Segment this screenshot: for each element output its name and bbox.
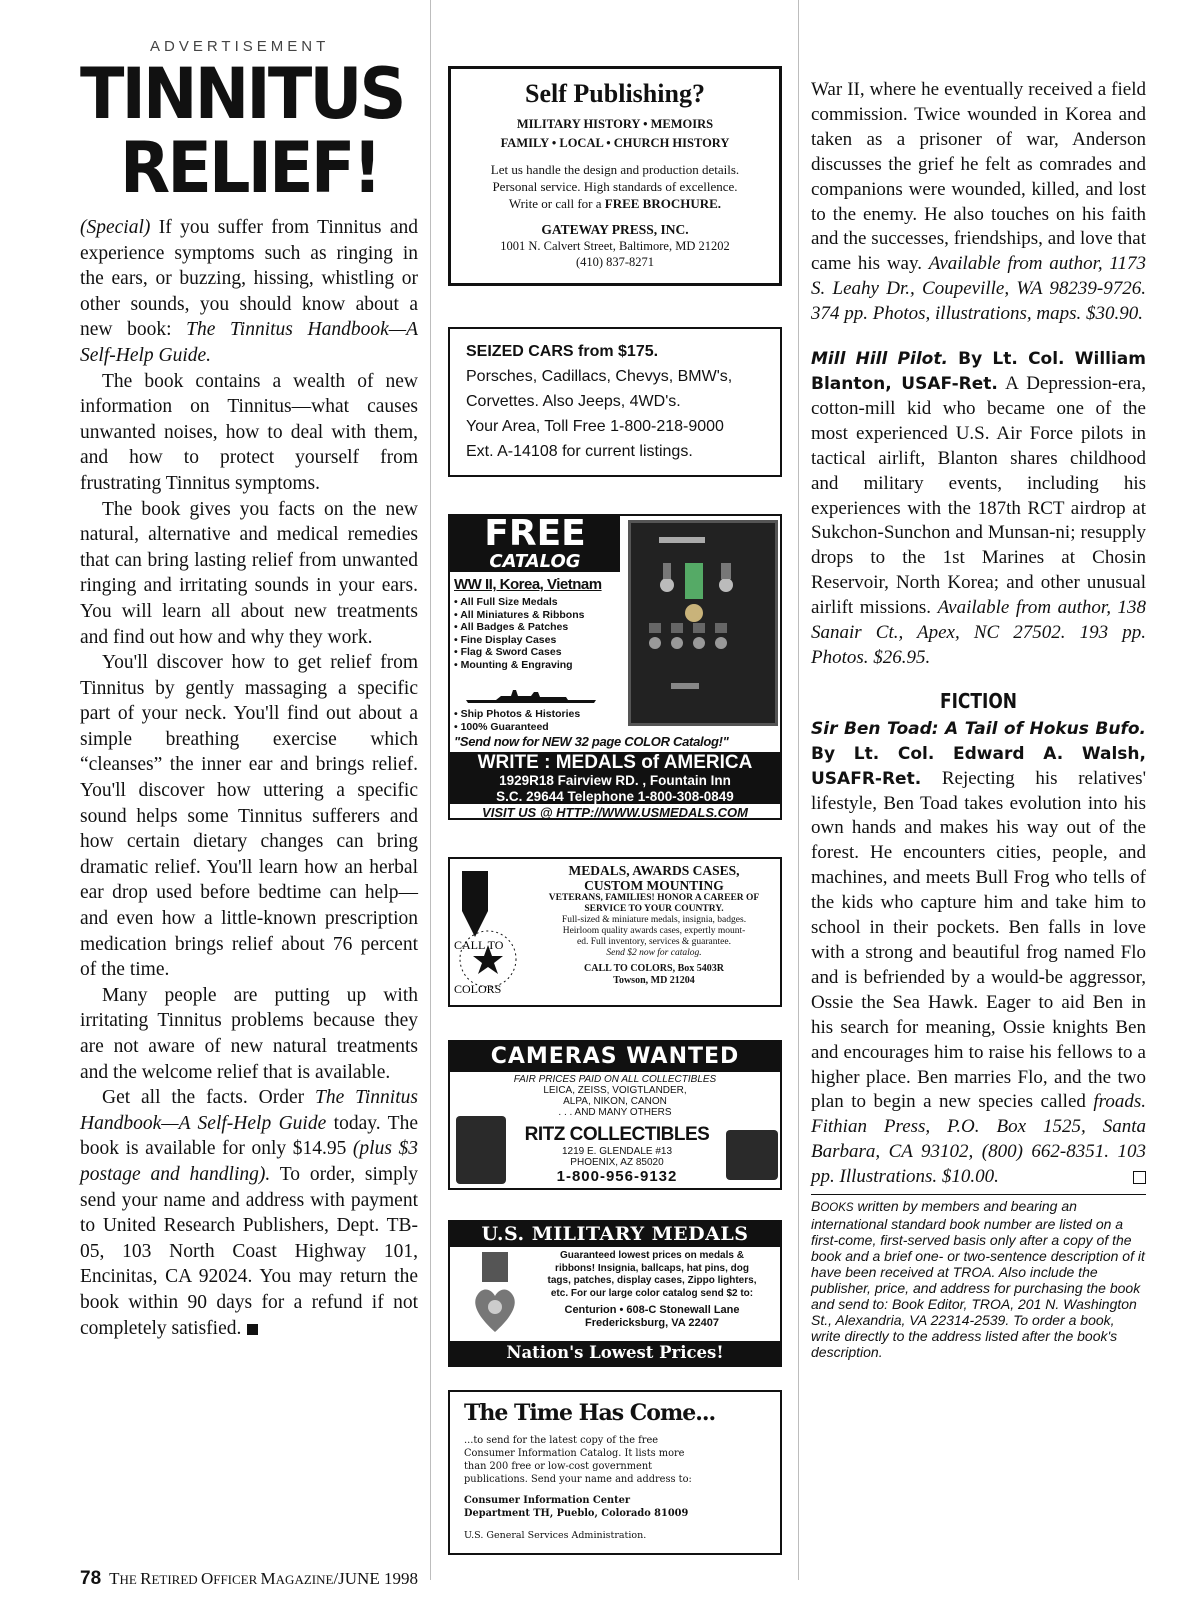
note-b: B [811,1198,821,1215]
medal-item: • All Badges & Patches [454,621,569,633]
cameras-lines [450,1074,780,1118]
medals-icon [631,523,775,723]
time-line-3: than 200 free or low-cost government [464,1461,653,1472]
ad-address [451,238,779,270]
desc-line-3 [451,195,779,212]
advertisement-label: ADVERTISEMENT [150,38,330,55]
issue-date: /JUNE 1998 [333,1569,418,1588]
froads-word: froads. [1093,1091,1146,1113]
p6-text-b: today. The book is available for only $14.95 [80,1112,418,1160]
cars-line-4: Your Area, Toll Free 1-800-218-9000 [466,418,724,435]
cars-line-5: Ext. A-14108 for current listings. [466,443,693,460]
article-paragraph-5: Many people are putting up with irritating Tinnitus problems because they are not aware of new natural treatments and the welcome relief that is available. [80,984,418,1083]
cameras-line-4: . . . AND MANY OTHERS [558,1107,672,1118]
column-rule-left [430,0,431,1580]
anderson-availability: Available from author, 1173 S. Leahy Dr., Coupeville, WA 98239-9726. 374 pp. Photos, illustrations, maps. $30.90. [811,253,1146,325]
colors-p3: ed. Full inventory, services & guarantee. [577,937,731,947]
address-line-1: 1001 N. Calvert Street, Baltimore, MD 21202 [500,239,730,253]
cars-headline: SEIZED CARS from $175. [466,343,659,360]
ad-categories [451,115,779,153]
free-text: FREE [484,514,586,554]
usmm-line-4: etc. For our large color catalog send $2 to: [550,1287,754,1299]
time-line-4: publications. Send your name and address to: [464,1474,692,1485]
ad-us-military-medals [448,1220,782,1367]
article-paragraph-4: You'll discover how to get relief from Tinnitus by gently massaging a specific part of your neck. You'll find out about a simple breathing exercise which “cleanses” the inner ear and brings relief. You'll discover how uttering a specific sound helps some Tinnitus sufferers and how certain dietary changes can bring dramatic relief. You'll learn how an herbal ear drop used before bedtime can help—and even how a little-known prescription medication brings relief about 76 percent of the time. [80,652,418,981]
write-line: WRITE : MEDALS of AMERICA [477,752,753,773]
camera-icon [726,1130,778,1180]
medal-item: • All Full Size Medals [454,596,558,608]
wars-line: WW II, Korea, Vietnam [454,576,602,593]
ben-toad-text: Rejecting his relatives' lifestyle, Ben Toad takes evolution into his own hands and makes his way out of the forest. He encounters cities, people, and machines, and meets Bull Frog who tells of the kids who capture him and take him to school in their pockets. Ben falls in love with a strong and beautiful frog named Flo and is befriended by a would-be aggressor, Ossie the Sea Hawk. Eager to aid Ben in his search for meaning, Ossie knights Ben and encourages him to raise his fellows to a higher place. Ben marries Flo, and the two plan to begin a new species called [811,767,1146,1113]
cameras-line-3: ALPA, NIKON, CANON [563,1096,667,1107]
camera-icon [456,1116,506,1184]
categories-line-2: FAMILY • LOCAL • CHURCH HISTORY [500,136,730,150]
p1-text: If you suffer from Tinnitus and experience symptoms such as ringing in the ears, or buzzing, hissing, whistling or other sounds, you should know about a new book: [80,217,418,341]
books-submission-note [811,1194,1146,1360]
medals-website: VISIT US @ HTTP://WWW.USMEDALS.COM [482,805,748,820]
time-title: The Time Has Come... [464,1400,716,1426]
ad-cameras-wanted [448,1040,782,1190]
usmm-title: U.S. MILITARY MEDALS [450,1222,780,1247]
catalog-text: CATALOG [489,551,581,572]
time-line-1: ...to send for the latest copy of the free [464,1435,659,1446]
usmm-line-2: ribbons! Insignia, ballcaps, hat pins, dog [555,1262,749,1274]
medal-item: • 100% Guaranteed [454,720,549,733]
ad-description [451,161,779,212]
mag-etired: ETIRED [151,1572,201,1587]
mill-hill-author: By Lt. Col. William Blanton, USAF-Ret. [811,349,1146,394]
colors-address-2: Towson, MD 21204 [613,975,695,986]
end-box-icon [1133,1171,1146,1184]
ad-call-to-colors [448,857,782,1007]
book-listings [811,78,1146,1360]
note-text: written by members and bearing an international standard book number are listed on a first-come, first-served basis only after a copy of the book and a brief one- or two-sentence description of it have been received at TROA. Also include the publisher, price, and address for purchasing the book and send to: Book Editor, TROA, 201 N. Washington St., Alexandria, VA 22314-2539. To order a book, write directly to the address listed after the book's description. [811,1198,1145,1361]
medal-display-case-image [628,520,778,726]
logo-bottom-text: COLORS [454,982,502,996]
headline-line-2: RELIEF! [120,127,380,209]
end-mark-icon [247,1324,258,1335]
ad-company: GATEWAY PRESS, INC. [541,222,689,237]
usmm-address-1: Centurion • 608-C Stonewall Lane [564,1304,740,1316]
colors-head-1: MEDALS, AWARDS CASES, [568,863,740,878]
time-body [464,1434,766,1486]
colors-text [530,863,778,987]
colors-catalog: Send $2 now for catalog. [606,948,702,958]
ad-consumer-information [448,1390,782,1555]
medals-address-1: 1929R18 Fairview RD. , Fountain Inn [499,773,731,788]
colors-sub-1: VETERANS, FAMILIES! HONOR A CAREER OF [548,893,760,903]
mill-hill-title: Mill Hill Pilot. [811,349,948,370]
cameras-line-2: LEICA, ZEISS, VOIGTLANDER, [543,1085,687,1096]
colors-p2: Heirloom quality awards cases, expertly mount- [562,926,746,936]
ad-medals-of-america [448,514,782,820]
cameras-title: CAMERAS WANTED [450,1042,780,1072]
free-catalog-banner [450,516,620,572]
catalog-offer: "Send now for NEW 32 page COLOR Catalog!" [454,734,729,749]
phone-line: (410) 837-8271 [575,255,655,269]
page-number: 78 [80,1568,102,1589]
ritz-address-1: 1219 E. GLENDALE #13 [561,1146,673,1157]
section-heading-fiction: FICTION [939,688,1018,713]
purple-heart-medal-icon [470,1252,520,1338]
medal-item-list-2 [454,708,580,733]
medal-item: • All Miniatures & Ribbons [454,608,585,621]
usmm-line-3: tags, patches, display cases, Zippo lighters, [547,1275,757,1286]
headline-line-1: TINNITUS [80,53,404,135]
p6-text-a: Get all the facts. Order [102,1087,315,1109]
colors-p1: Full-sized & miniature medals, insignia, badges. [561,915,747,925]
ben-toad-author: By Lt. Col. Edward A. Walsh, USAFR-Ret. [811,743,1146,789]
usmm-slogan: Nation's Lowest Prices! [450,1341,780,1365]
article-paragraph-6 [80,1085,418,1341]
mill-hill-text: A Depression-era, cotton-mill kid who became one of the most experienced U.S. Air Force pilots in tactical airlift, Blanton shares childhood and military events, including his experiences with the 187th RCT airdrop at Sukchon-Sunchon and Munsan-ni; resupply drops to the 1st Marines at Chosin Reservoir, North Korea; and other unusual airlift missions. [811,372,1146,619]
ad-seized-cars [448,327,782,477]
ben-toad-title: Sir Ben Toad: A Tail of Hokus Bufo. [811,718,1146,739]
ritz-address-2: PHOENIX, AZ 85020 [570,1157,664,1168]
time-address-2: Department TH, Pueblo, Colorado 81009 [464,1508,689,1519]
write-band [450,752,780,804]
medal-item: • Mounting & Engraving [454,658,573,671]
mag-r: R [140,1569,152,1588]
note-ooks: OOKS [820,1202,854,1215]
desc-line-3a: Write or call for a [508,196,605,211]
medal-item: • Fine Display Cases [454,633,557,646]
mill-hill-availability: Available from author, 138 Sanair Ct., Apex, NC 27502. 193 pp. Photos. $26.95. [811,597,1146,668]
book-entry-anderson [811,78,1146,327]
usmm-text [526,1250,778,1329]
time-address [464,1494,766,1520]
cars-line-3: Corvettes. Also Jeeps, 4WD's. [466,393,681,410]
desc-line-1: Let us handle the design and production details. [490,162,740,177]
mag-m: M [260,1569,276,1588]
call-to-colors-logo [452,867,528,997]
p6-text-c: To order, simply send your name and address with payment to United Research Publishers, Dept. TB-05, 103 North Coast Highway 101, Encinitas, CA 92024. You may return the book within 90 days for a refund if not completely satisfied. [80,1163,418,1339]
mag-agazine: AGAZINE [275,1572,334,1587]
tinnitus-article [80,38,418,1341]
cameras-line-1: FAIR PRICES PAID ON ALL COLLECTIBLES [513,1074,717,1085]
colors-address-1: CALL TO COLORS, Box 5403R [584,963,724,974]
ship-silhouette-icon [456,688,606,704]
article-paragraph-1 [80,215,418,369]
usmm-line-1: Guaranteed lowest prices on medals & [560,1250,744,1261]
p6-postage: (plus $3 postage and handling). [80,1138,418,1185]
medal-item: • Flag & Sword Cases [454,646,562,658]
article-paragraph-2: The book contains a wealth of new information on Tinnitus—what causes unwanted noises, how to deal with them, and how to protect yourself from frustrating Tinnitus symptoms. [80,370,418,494]
medal-item-list [454,596,584,671]
special-lead: (Special) [80,217,151,238]
p6-book-title: The Tinnitus Handbook—A Self-Help Guide [80,1087,418,1134]
ben-toad-availability: Fithian Press, P.O. Box 1525, Santa Barbara, CA 93102, (800) 662-8351. 103 pp. Illustrations. $10.00. [811,1116,1146,1188]
ad-title: Self Publishing? [525,79,705,108]
anderson-text: War II, where he eventually received a field commission. Twice wounded in Korea and taken as a prisoner of war, Anderson discusses the grief he felt as comrades and companions were wounded, killed, and lost to the enemy. He also touches on his faith and the successes, friendships, and love that came his way. [811,79,1146,275]
colors-head-2: CUSTOM MOUNTING [584,878,724,893]
cars-line-2: Porsches, Cadillacs, Chevys, BMW's, [466,368,733,385]
column-rule-right [798,0,799,1580]
colors-sub-2: SERVICE TO YOUR COUNTRY. [584,904,724,914]
mag-t: T [109,1569,120,1588]
usmm-address-2: Fredericksburg, VA 22407 [585,1316,719,1329]
article-paragraph-3: The book gives you facts on the new natural, alternative and medical remedies that can bring lasting relief from unwanted ringing and irritating sounds in your ears. You will learn all about new treatments and find out how and why they work. [80,498,418,648]
ritz-name: RITZ COLLECTIBLES [524,1124,710,1145]
mag-he: HE [119,1572,141,1587]
page-footer [80,1568,418,1590]
book-entry-sir-ben-toad [811,717,1146,1190]
mag-fficer: FFICER [213,1572,261,1587]
time-line-2: Consumer Information Catalog. It lists more [464,1448,685,1459]
medal-item: • Ship Photos & Histories [454,708,581,720]
book-title: The Tinnitus Handbook—A Self-Help Guide. [80,319,418,366]
free-brochure: FREE BROCHURE. [604,196,722,211]
gsa-line: U.S. General Services Administration. [464,1530,647,1541]
time-address-1: Consumer Information Center [464,1495,630,1506]
medals-address-2: S.C. 29644 Telephone 1-800-308-0849 [496,788,734,804]
categories-line-1: MILITARY HISTORY • MEMOIRS [516,117,714,131]
logo-top-text: CALL TO [454,938,504,952]
book-entry-mill-hill-pilot [811,347,1146,671]
ritz-phone: 1-800-956-9132 [556,1168,678,1185]
ad-self-publishing [448,66,782,286]
mag-o: O [200,1569,214,1588]
desc-line-2: Personal service. High standards of excellence. [492,179,738,194]
ritz-block [510,1124,724,1185]
